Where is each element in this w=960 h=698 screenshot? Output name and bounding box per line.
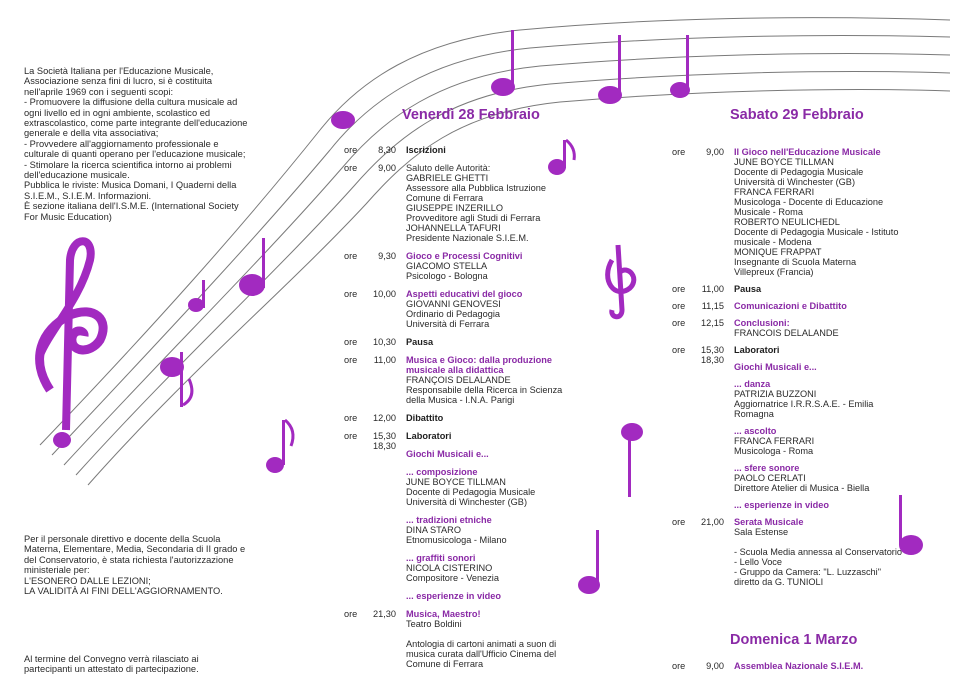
session-title: Musica, Maestro! <box>406 609 481 619</box>
time-label: 9,00 <box>706 147 724 157</box>
session-detail: FRANCA FERRARI <box>734 436 815 446</box>
session-title: ... sfere sonore <box>734 463 800 473</box>
schedule-row <box>344 337 604 347</box>
time-label <box>694 379 734 419</box>
session-body <box>734 318 932 338</box>
session-detail: Direttore Atelier di Musica - Biella <box>734 483 870 493</box>
schedule-row <box>672 463 932 493</box>
time-label <box>366 591 406 601</box>
session-title: Saluto delle Autorità: <box>406 163 491 173</box>
schedule-row <box>672 661 932 671</box>
session-detail: musicale - Modena <box>734 237 812 247</box>
ore-label: ore <box>672 661 686 671</box>
schedule-row <box>344 289 604 329</box>
session-title: ... tradizioni etniche <box>406 515 492 525</box>
session-title: Conclusioni: <box>734 318 790 328</box>
schedule-row <box>672 517 932 587</box>
time-label <box>694 362 734 372</box>
time-label: 21,30 <box>373 609 396 619</box>
session-title: Comunicazioni e Dibattito <box>734 301 847 311</box>
time-label: 10,00 <box>373 289 396 299</box>
session-body <box>406 467 604 507</box>
session-body <box>406 355 604 405</box>
ore-label: ore <box>672 284 686 294</box>
session-title: ... danza <box>734 379 771 389</box>
session-body <box>406 609 604 669</box>
schedule-row <box>672 426 932 456</box>
intro-paragraph: La Società Italiana per l'Educazione Musicale, Associazione senza fini di lucro, si è costituita nell'aprile 1969 con i seguenti scopi: - Promuovere la diffusione della cultura musicale ad ogni livello ed in ogni ambiente, scolastico ed extrascolastico, come parte integrante dell'educazione generale e della vita associativa; - Provvedere all'aggiornamento professionale e culturale di quanti operano per l'educazione musicale; - Stimolare la ricerca scientifica intorno ai problemi dell'educazione musicale. Pubblica le riviste: Musica Domani, I Quaderni della S.I.E.M., S.I.E.M. Informazioni. È sezione italiana dell'I.S.M.E. (International Society For Music Education) <box>24 66 248 222</box>
ore-label: ore <box>672 517 686 527</box>
time-label: 11,00 <box>701 284 724 294</box>
session-detail: Assessore alla Pubblica Istruzione <box>406 183 546 193</box>
session-body <box>734 517 932 587</box>
time-label: 12,15 <box>701 318 724 328</box>
time-label: 11,00 <box>373 355 396 365</box>
session-title: ... esperienze in video <box>734 500 829 510</box>
time-label <box>694 426 734 456</box>
time-label: 8,30 <box>378 145 396 155</box>
schedule-row <box>672 379 932 419</box>
session-title: Dibattito <box>406 413 444 423</box>
time-label <box>366 515 406 545</box>
session-detail: ROBERTO NEULICHEDL <box>734 217 840 227</box>
time-label: 15,30 18,30 <box>373 431 396 451</box>
session-title: ... esperienze in video <box>406 591 501 601</box>
session-body <box>406 251 604 281</box>
session-detail: GABRIELE GHETTI <box>406 173 489 183</box>
schedule-row <box>344 467 604 507</box>
ore-label <box>344 467 366 507</box>
schedule-row <box>344 449 604 459</box>
time-label <box>366 449 406 459</box>
session-detail: Provveditore agli Studi di Ferrara <box>406 213 541 223</box>
session-detail: NICOLA CISTERINO <box>406 563 493 573</box>
session-body <box>406 515 604 545</box>
time-label <box>694 463 734 493</box>
schedule-row <box>672 301 932 311</box>
ore-label: ore <box>672 147 686 157</box>
ore-label: ore <box>672 318 686 328</box>
schedule-row <box>344 553 604 583</box>
ore-label: ore <box>344 355 358 365</box>
session-detail: Docente di Pedagogia Musicale <box>406 487 536 497</box>
session-detail: Sala Estense <box>734 527 789 537</box>
session-detail: Teatro Boldini <box>406 619 462 629</box>
session-title: Serata Musicale <box>734 517 804 527</box>
session-detail: FRANCA FERRARI <box>734 187 815 197</box>
session-detail: Musicale - Roma <box>734 207 803 217</box>
schedule-row <box>672 500 932 510</box>
session-body <box>734 661 932 671</box>
sunday-heading: Domenica 1 Marzo <box>730 632 858 648</box>
session-detail: JUNE BOYCE TILLMAN <box>734 157 834 167</box>
session-detail <box>734 537 932 547</box>
ore-label <box>672 500 694 510</box>
session-detail: Romagna <box>734 409 774 419</box>
time-label: 10,30 <box>373 337 396 347</box>
schedule-row <box>344 355 604 405</box>
time-label: 11,15 <box>701 301 724 311</box>
session-detail: JOHANNELLA TAFURI <box>406 223 501 233</box>
session-detail: Responsabile della Ricerca in Scienza <box>406 385 563 395</box>
ore-label: ore <box>344 163 358 173</box>
session-body <box>406 553 604 583</box>
schedule-row <box>344 591 604 601</box>
session-body <box>406 337 604 347</box>
session-body <box>734 362 932 372</box>
session-title: Assemblea Nazionale S.I.E.M. <box>734 661 864 671</box>
session-detail: JUNE BOYCE TILLMAN <box>406 477 506 487</box>
session-detail: DINA STARO <box>406 525 461 535</box>
ore-label <box>344 553 366 583</box>
time-label: 9,30 <box>378 251 396 261</box>
session-title: Pausa <box>734 284 762 294</box>
schedule-row <box>344 251 604 281</box>
time-label <box>366 467 406 507</box>
ore-label: ore <box>672 301 686 311</box>
ore-label <box>672 463 694 493</box>
time-label <box>366 553 406 583</box>
session-body <box>734 426 932 456</box>
session-detail: musica curata dall'Ufficio Cinema del <box>406 649 557 659</box>
session-body <box>734 463 932 493</box>
session-title: Musica e Gioco: dalla produzione musicale alla didattica <box>406 355 552 375</box>
session-detail: MONIQUE FRAPPAT <box>734 247 822 257</box>
session-title: Giochi Musicali e... <box>734 362 817 372</box>
schedule-row <box>344 515 604 545</box>
session-detail: FRANÇOIS DELALANDE <box>406 375 511 385</box>
schedule-row <box>672 284 932 294</box>
session-detail: Comune di Ferrara <box>406 193 484 203</box>
ore-label <box>672 379 694 419</box>
session-title: ... composizione <box>406 467 478 477</box>
friday-heading: Venerdì 28 Febbraio <box>402 107 540 123</box>
session-title: ... ascolto <box>734 426 777 436</box>
session-detail: Docente di Pedagogia Musicale - Istituto <box>734 227 899 237</box>
session-detail: - Scuola Media annessa al Conservatorio <box>734 547 903 557</box>
schedule-row <box>344 609 604 669</box>
session-detail: - Gruppo da Camera: "L. Luzzaschi" <box>734 567 881 577</box>
session-detail: Docente di Pedagogia Musicale <box>734 167 864 177</box>
session-detail: Ordinario di Pedagogia <box>406 309 500 319</box>
authorization-notice <box>24 534 294 596</box>
ore-label: ore <box>344 251 358 261</box>
session-body <box>406 163 604 243</box>
session-detail: PATRIZIA BUZZONI <box>734 389 817 399</box>
schedule-row <box>344 413 604 423</box>
session-body <box>734 379 932 419</box>
time-label <box>694 500 734 510</box>
ore-label: ore <box>344 289 358 299</box>
ore-label: ore <box>344 413 358 423</box>
session-body <box>406 449 604 459</box>
ore-label <box>672 362 694 372</box>
schedule-row <box>344 431 604 451</box>
session-detail: Psicologo - Bologna <box>406 271 488 281</box>
session-detail: Presidente Nazionale S.I.E.M. <box>406 233 529 243</box>
schedule-row <box>344 163 604 243</box>
time-label: 9,00 <box>706 661 724 671</box>
session-detail: Insegnante di Scuola Materna <box>734 257 857 267</box>
session-detail: GIACOMO STELLA <box>406 261 488 271</box>
time-label: 15,30 18,30 <box>701 345 724 365</box>
session-detail: Antologia di cartoni animati a suon di <box>406 639 557 649</box>
time-label: 21,00 <box>701 517 724 527</box>
session-body <box>734 500 932 510</box>
session-detail: PAOLO CERLATI <box>734 473 806 483</box>
session-detail: Compositore - Venezia <box>406 573 499 583</box>
time-label: 9,00 <box>378 163 396 173</box>
ore-label: ore <box>344 145 358 155</box>
schedule-row <box>672 147 932 277</box>
session-title: Laboratori <box>406 431 452 441</box>
session-title: ... graffiti sonori <box>406 553 476 563</box>
session-detail: della Musica - I.N.A. Parigi <box>406 395 515 405</box>
session-detail: GIUSEPPE INZERILLO <box>406 203 504 213</box>
session-detail: Università di Winchester (GB) <box>734 177 855 187</box>
session-title: Laboratori <box>734 345 780 355</box>
session-body <box>406 289 604 329</box>
session-body <box>406 431 604 451</box>
session-detail: Aggiornatrice I.R.R.S.A.E. - Emilia <box>734 399 874 409</box>
session-title: Aspetti educativi del gioco <box>406 289 523 299</box>
ore-label <box>344 449 366 459</box>
session-body <box>406 413 604 423</box>
session-detail: Etnomusicologa - Milano <box>406 535 507 545</box>
certificate-paragraph: Al termine del Convegno verrà rilasciato ai partecipanti un attestato di partecipazione. <box>24 654 199 675</box>
session-detail: Università di Winchester (GB) <box>406 497 527 507</box>
session-detail: Università di Ferrara <box>406 319 490 329</box>
session-detail: GIOVANNI GENOVESI <box>406 299 501 309</box>
session-detail <box>406 629 604 639</box>
session-detail: - Lello Voce <box>734 557 783 567</box>
ore-label <box>344 591 366 601</box>
intro-text <box>24 66 279 222</box>
session-detail: Musicologa - Roma <box>734 446 814 456</box>
session-body <box>734 284 932 294</box>
saturday-heading: Sabato 29 Febbraio <box>730 107 864 123</box>
session-body <box>734 147 932 277</box>
ore-label <box>344 515 366 545</box>
session-detail: Villepreux (Francia) <box>734 267 814 277</box>
session-detail: Comune di Ferrara <box>406 659 484 669</box>
ore-label: ore <box>344 337 358 347</box>
session-title: Il Gioco nell'Educazione Musicale <box>734 147 881 157</box>
session-title: Pausa <box>406 337 434 347</box>
ore-label: ore <box>344 609 358 619</box>
ore-label: ore <box>344 431 358 441</box>
session-detail: FRANCOIS DELALANDE <box>734 328 839 338</box>
session-title: Iscrizioni <box>406 145 446 155</box>
session-body <box>734 301 932 311</box>
session-body <box>406 145 604 155</box>
session-detail: Musicologa - Docente di Educazione <box>734 197 884 207</box>
schedule-row <box>672 318 932 338</box>
session-title: Giochi Musicali e... <box>406 449 489 459</box>
certificate-notice <box>24 654 294 675</box>
ore-label: ore <box>672 345 686 355</box>
time-label: 12,00 <box>373 413 396 423</box>
schedule-row <box>672 362 932 372</box>
notice-paragraph: Per il personale direttivo e docente della Scuola Materna, Elementare, Media, Secondaria di II grado e del Conservatorio, è stata richiesta l'autorizzazione ministeriale per: L'ESONERO DALLE LEZIONI; LA VALIDITÀ AI FINI DELL'AGGIORNAMENTO. <box>24 534 246 597</box>
session-body <box>406 591 604 601</box>
session-detail: diretto da G. TUNIOLI <box>734 577 824 587</box>
ore-label <box>672 426 694 456</box>
schedule-row <box>344 145 604 155</box>
session-title: Gioco e Processi Cognitivi <box>406 251 523 261</box>
